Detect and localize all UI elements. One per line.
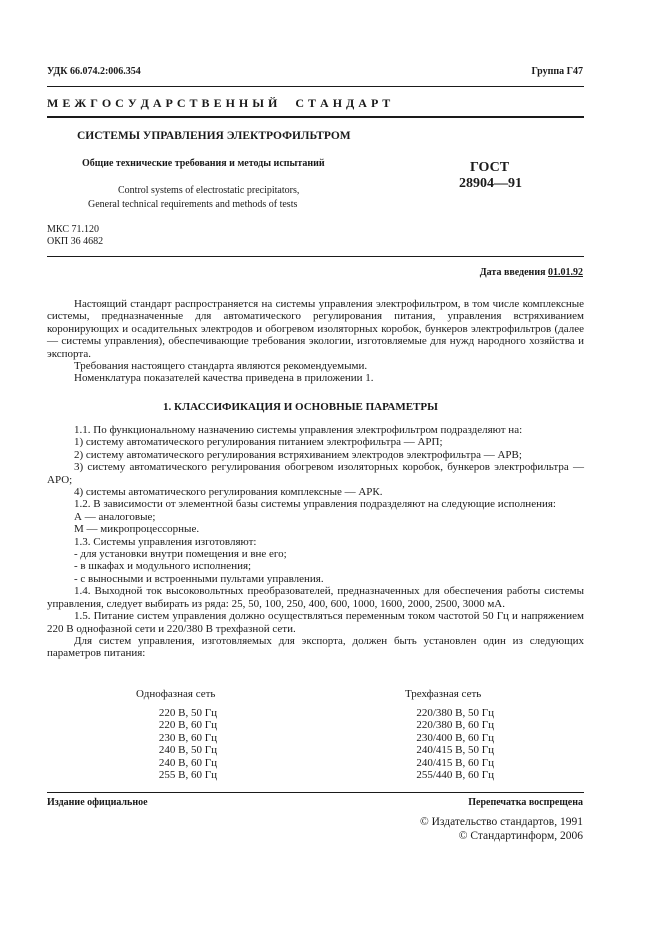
clause-1-5-export: Для систем управления, изготовляемых для экспорта, должен быть установлен один из следующих параметров питания:: [47, 634, 584, 660]
udk-code: УДК 66.074.2:006.354: [47, 66, 141, 77]
header-rule-top: [47, 86, 584, 87]
clause-1-3-item-3: - с выносными и встроенными пультами управления.: [74, 572, 324, 585]
single-phase-row: 240 В, 60 Гц: [158, 756, 217, 769]
clause-1-1-item-1: 1) систему автоматического регулирования питанием электрофильтра — АРП;: [74, 436, 443, 449]
document-title: СИСТЕМЫ УПРАВЛЕНИЯ ЭЛЕКТРОФИЛЬТРОМ: [77, 130, 351, 142]
english-title-line2: General technical requirements and methods of tests: [88, 199, 298, 210]
single-phase-row: 220 В, 60 Гц: [158, 719, 217, 732]
english-title-line1: Control systems of electrostatic precipitators,: [118, 185, 300, 196]
gost-label: ГОСТ: [470, 160, 510, 175]
intro-date-value: 01.01.92: [548, 267, 583, 278]
three-phase-row: 255/440 В, 60 Гц: [416, 769, 494, 782]
three-phase-row: 240/415 В, 50 Гц: [416, 744, 494, 757]
clause-1-4: 1.4. Выходной ток высоковольтных преобразователей, предназначенных для обеспечения работы системы управления, следует выбирать из ряда: 25, 50, 100, 250, 400, 600, 1000, 1600, 2000, 2500, 3000 мА.: [47, 585, 584, 610]
single-phase-header: Однофазная сеть: [136, 688, 216, 700]
group-code: Группа Г47: [531, 66, 583, 77]
clause-1-5: 1.5. Питание систем управления должно осуществляться переменным током частотой 50 Гц и напряжением 220 В однофазной сети и 220/380 В трехфазной сети.: [47, 610, 584, 635]
classification-rule: [47, 256, 584, 257]
clause-1-1: 1.1. По функциональному назначению системы управления электрофильтром подразделяют на:: [74, 424, 523, 436]
footer-rule: [47, 792, 584, 793]
single-phase-list: [140, 707, 217, 781]
reprint-notice: Перепечатка воспрещена: [468, 797, 583, 808]
three-phase-list: [396, 707, 494, 781]
single-phase-row: 230 В, 60 Гц: [158, 731, 217, 744]
three-phase-row: 220/380 В, 50 Гц: [416, 707, 494, 719]
section-1-body: [47, 424, 584, 660]
copyright-line-1: © Издательство стандартов, 1991: [419, 816, 583, 828]
intro-section: [47, 298, 584, 385]
standard-type-banner: М Е Ж Г О С У Д А Р С Т В Е Н Н Ы Й С Т А Н Д А Р Т: [47, 96, 391, 110]
intro-date: [480, 267, 583, 278]
copyright-line-2: © Стандартинформ, 2006: [458, 830, 583, 842]
clause-1-3-item-2: - в шкафах и модульного исполнения;: [74, 560, 252, 573]
official-edition: Издание официальное: [47, 797, 148, 808]
section-1-heading: 1. КЛАССИФИКАЦИЯ И ОСНОВНЫЕ ПАРАМЕТРЫ: [163, 401, 438, 413]
clause-1-1-item-4: 4) системы автоматического регулирования комплексные — АРК.: [74, 486, 383, 499]
intro-paragraph-1: Настоящий стандарт распространяется на системы управления электрофильтром, в том числе комплексные системы, предназначенные для автоматического регулирования питания, управления встряхиванием коронирующих и осадительных электродов и обогревом изоляторных коробок, бункеров электрофильтров (далее — системы управления), обеспечивающие требования экологии, изготовляемые для нужд народного хозяйства и экспорта.: [47, 298, 584, 360]
single-phase-row: 220 В, 50 Гц: [158, 707, 217, 719]
three-phase-header: Трехфазная сеть: [405, 688, 482, 700]
intro-date-label: Дата введения: [479, 267, 546, 278]
document-subtitle: Общие технические требования и методы испытаний: [82, 158, 325, 169]
three-phase-row: 230/400 В, 60 Гц: [416, 731, 494, 744]
intro-paragraph-2: Требования настоящего стандарта являются рекомендуемыми.: [74, 360, 368, 373]
gost-number: 28904—91: [459, 176, 522, 191]
clause-1-2: 1.2. В зависимости от элементной базы системы управления подразделяют на следующие исполнения:: [74, 498, 556, 511]
clause-1-1-item-2: 2) систему автоматического регулирования встряхиванием электродов электрофильтра — АРВ;: [74, 448, 522, 461]
clause-1-3: 1.3. Системы управления изготовляют:: [74, 535, 257, 548]
clause-1-2-variant-m: М — микропроцессорные.: [74, 523, 200, 536]
intro-paragraph-3: Номенклатура показателей качества приведена в приложении 1.: [74, 372, 374, 385]
header-rule-bottom: [47, 116, 584, 118]
single-phase-row: 255 В, 60 Гц: [158, 769, 217, 782]
okp-code: ОКП 36 4682: [47, 236, 104, 247]
single-phase-row: 240 В, 50 Гц: [158, 744, 217, 757]
mks-code: МКС 71.120: [47, 224, 99, 235]
three-phase-row: 240/415 В, 60 Гц: [416, 756, 494, 769]
clause-1-3-item-1: - для установки внутри помещения и вне его;: [74, 548, 287, 561]
clause-1-2-variant-a: А — аналоговые;: [74, 510, 156, 523]
three-phase-row: 220/380 В, 60 Гц: [416, 719, 494, 732]
clause-1-1-item-3: 3) систему автоматического регулирования обогревом изоляторных коробок, бункеров электрофильтра — АРО;: [47, 461, 584, 486]
